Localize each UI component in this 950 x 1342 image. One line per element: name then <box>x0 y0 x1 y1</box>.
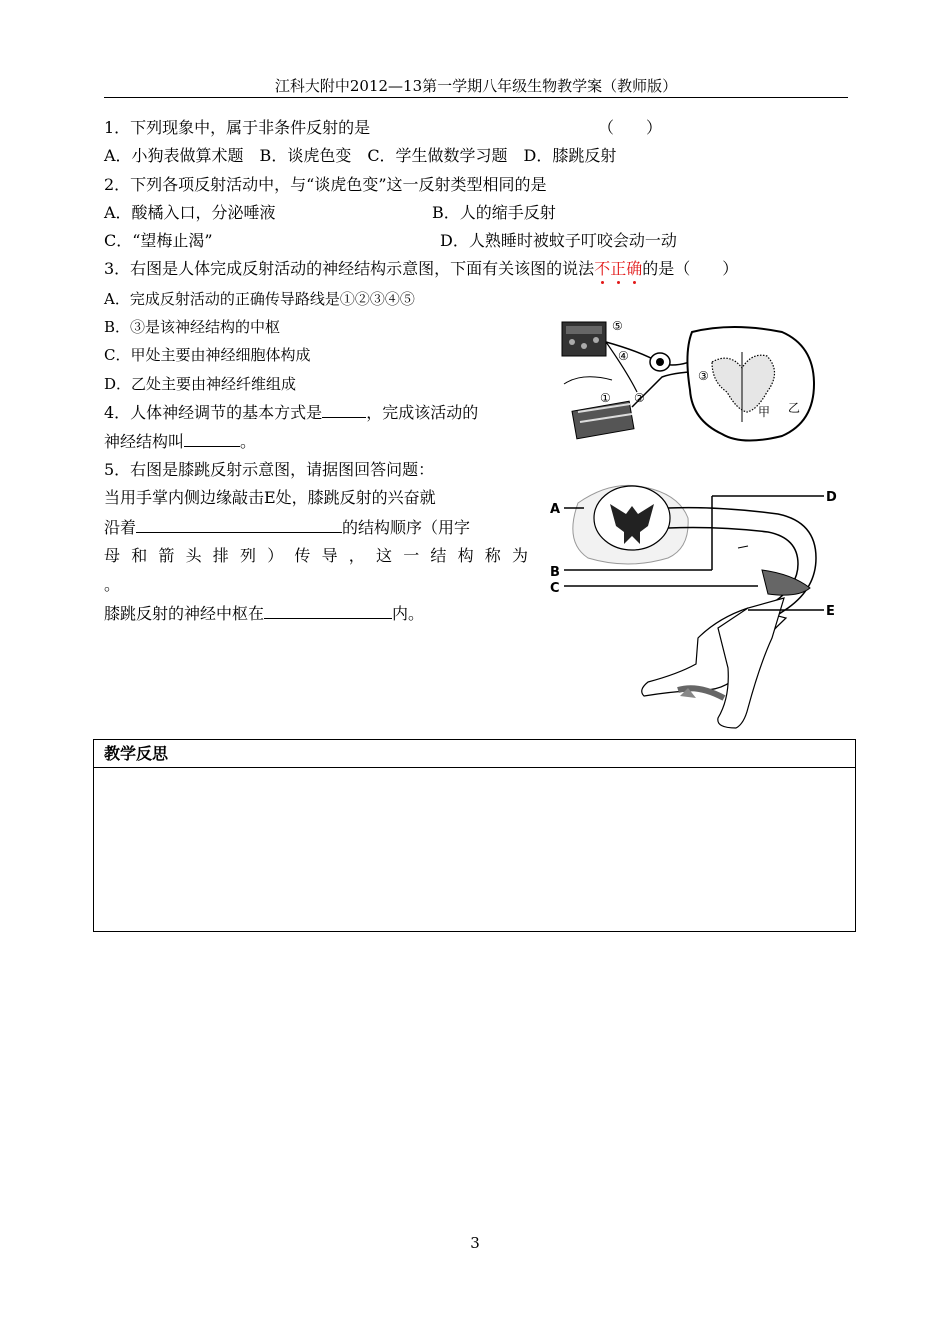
fig1-label-1: ① <box>600 391 611 405</box>
reflection-box <box>93 739 856 932</box>
q4-line-2 <box>104 430 256 453</box>
q4-blank-1[interactable] <box>322 401 366 418</box>
q2-option-b: B．人的缩手反射 <box>432 203 556 222</box>
reflex-arc-figure <box>552 312 842 447</box>
q4-part-3: 神经结构叫 <box>104 432 185 451</box>
q5-blank-2[interactable] <box>264 602 392 619</box>
fig2-label-e: E <box>826 604 835 619</box>
q2-option-d: D．人熟睡时被蚊子叮咬会动一动 <box>440 231 677 250</box>
fig2-label-a: A <box>550 502 561 517</box>
header-rule <box>104 97 848 98</box>
fig2-label-b: B <box>550 565 560 580</box>
q5-line-5b: 内。 <box>392 604 425 623</box>
fig1-label-jia: 甲 <box>758 405 771 419</box>
page-number: 3 <box>470 1234 480 1252</box>
q1-stem-line <box>104 117 370 139</box>
fig1-label-5: ⑤ <box>612 319 623 333</box>
q1-bracket: （ ） <box>598 118 663 137</box>
q3-stem-after: 的是（ ） <box>642 259 739 278</box>
q2-option-c: C．“望梅止渴” <box>104 231 213 250</box>
q3-emphasis-1: 不 <box>594 259 611 278</box>
reflection-body[interactable] <box>94 768 855 931</box>
q3-stem-before: 3．右图是人体完成反射活动的神经结构示意图，下面有关该图的说法 <box>104 259 595 278</box>
fig1-label-4: ④ <box>618 349 629 363</box>
q3-option-b: B．③是该神经结构的中枢 <box>104 318 281 336</box>
q3-emphasis-2: 正 <box>610 259 627 278</box>
q5-line-1: 当用手掌内侧边缘敲击E处，膝跳反射的兴奋就 <box>104 488 436 507</box>
spinal-cord-icon <box>687 327 814 441</box>
spinal-section-icon <box>573 485 688 564</box>
fig1-label-2: ② <box>634 391 645 405</box>
leg-icon <box>642 598 786 728</box>
q3-option-c: C．甲处主要由神经细胞体构成 <box>104 346 311 364</box>
q1-options: A．小狗表做算术题 B．谈虎色变 C．学生做数学习题 D．膝跳反射 <box>104 146 617 165</box>
fig1-label-3: ③ <box>698 369 709 383</box>
q5-line-2a: 沿着 <box>104 518 137 537</box>
q5-line-4: 。 <box>104 575 121 594</box>
q4-blank-2[interactable] <box>184 430 240 447</box>
reflection-title: 教学反思 <box>94 740 855 768</box>
fig1-label-yi: 乙 <box>788 401 801 415</box>
page-header: 江科大附中2012—13第一学期八年级生物教学案（教师版） <box>274 77 678 95</box>
q3-emphasis-3: 确 <box>626 259 643 278</box>
q2-stem: 2．下列各项反射活动中，与“谈虎色变”这一反射类型相同的是 <box>104 175 547 194</box>
q3-option-d: D．乙处主要由神经纤维组成 <box>104 375 297 393</box>
q3-option-a: A．完成反射活动的正确传导路线是①②③④⑤ <box>104 290 415 308</box>
q1-stem: 1．下列现象中，属于非条件反射的是 <box>104 118 371 137</box>
q5-stem: 5．右图是膝跳反射示意图，请据图回答问题： <box>104 460 435 479</box>
q3-stem <box>104 258 738 280</box>
q5-blank-1[interactable] <box>136 516 342 533</box>
q5-line-5a: 膝跳反射的神经中枢在 <box>104 604 265 623</box>
q5-line-3 <box>104 545 528 567</box>
knee-jerk-figure <box>548 478 844 736</box>
q2-option-a: A．酸橘入口，分泌唾液 <box>104 203 276 222</box>
q4-part-2: ，完成该活动的 <box>366 403 479 422</box>
q5-line-2 <box>104 516 470 539</box>
effector-muscle-icon <box>572 401 634 439</box>
receptor-skin-icon <box>562 322 606 356</box>
q4-part-4: 。 <box>240 432 257 451</box>
q5-line-5 <box>104 602 424 625</box>
q5-line-3-text: 母和箭头排列）传导，这一结构称为 <box>104 546 528 565</box>
q4-part-1: 4．人体神经调节的基本方式是 <box>104 403 323 422</box>
fig2-label-c: C <box>550 581 560 596</box>
q4-line-1 <box>104 401 478 424</box>
fig2-label-d: D <box>826 490 837 505</box>
q5-line-2b: 的结构顺序（用字 <box>342 518 471 537</box>
